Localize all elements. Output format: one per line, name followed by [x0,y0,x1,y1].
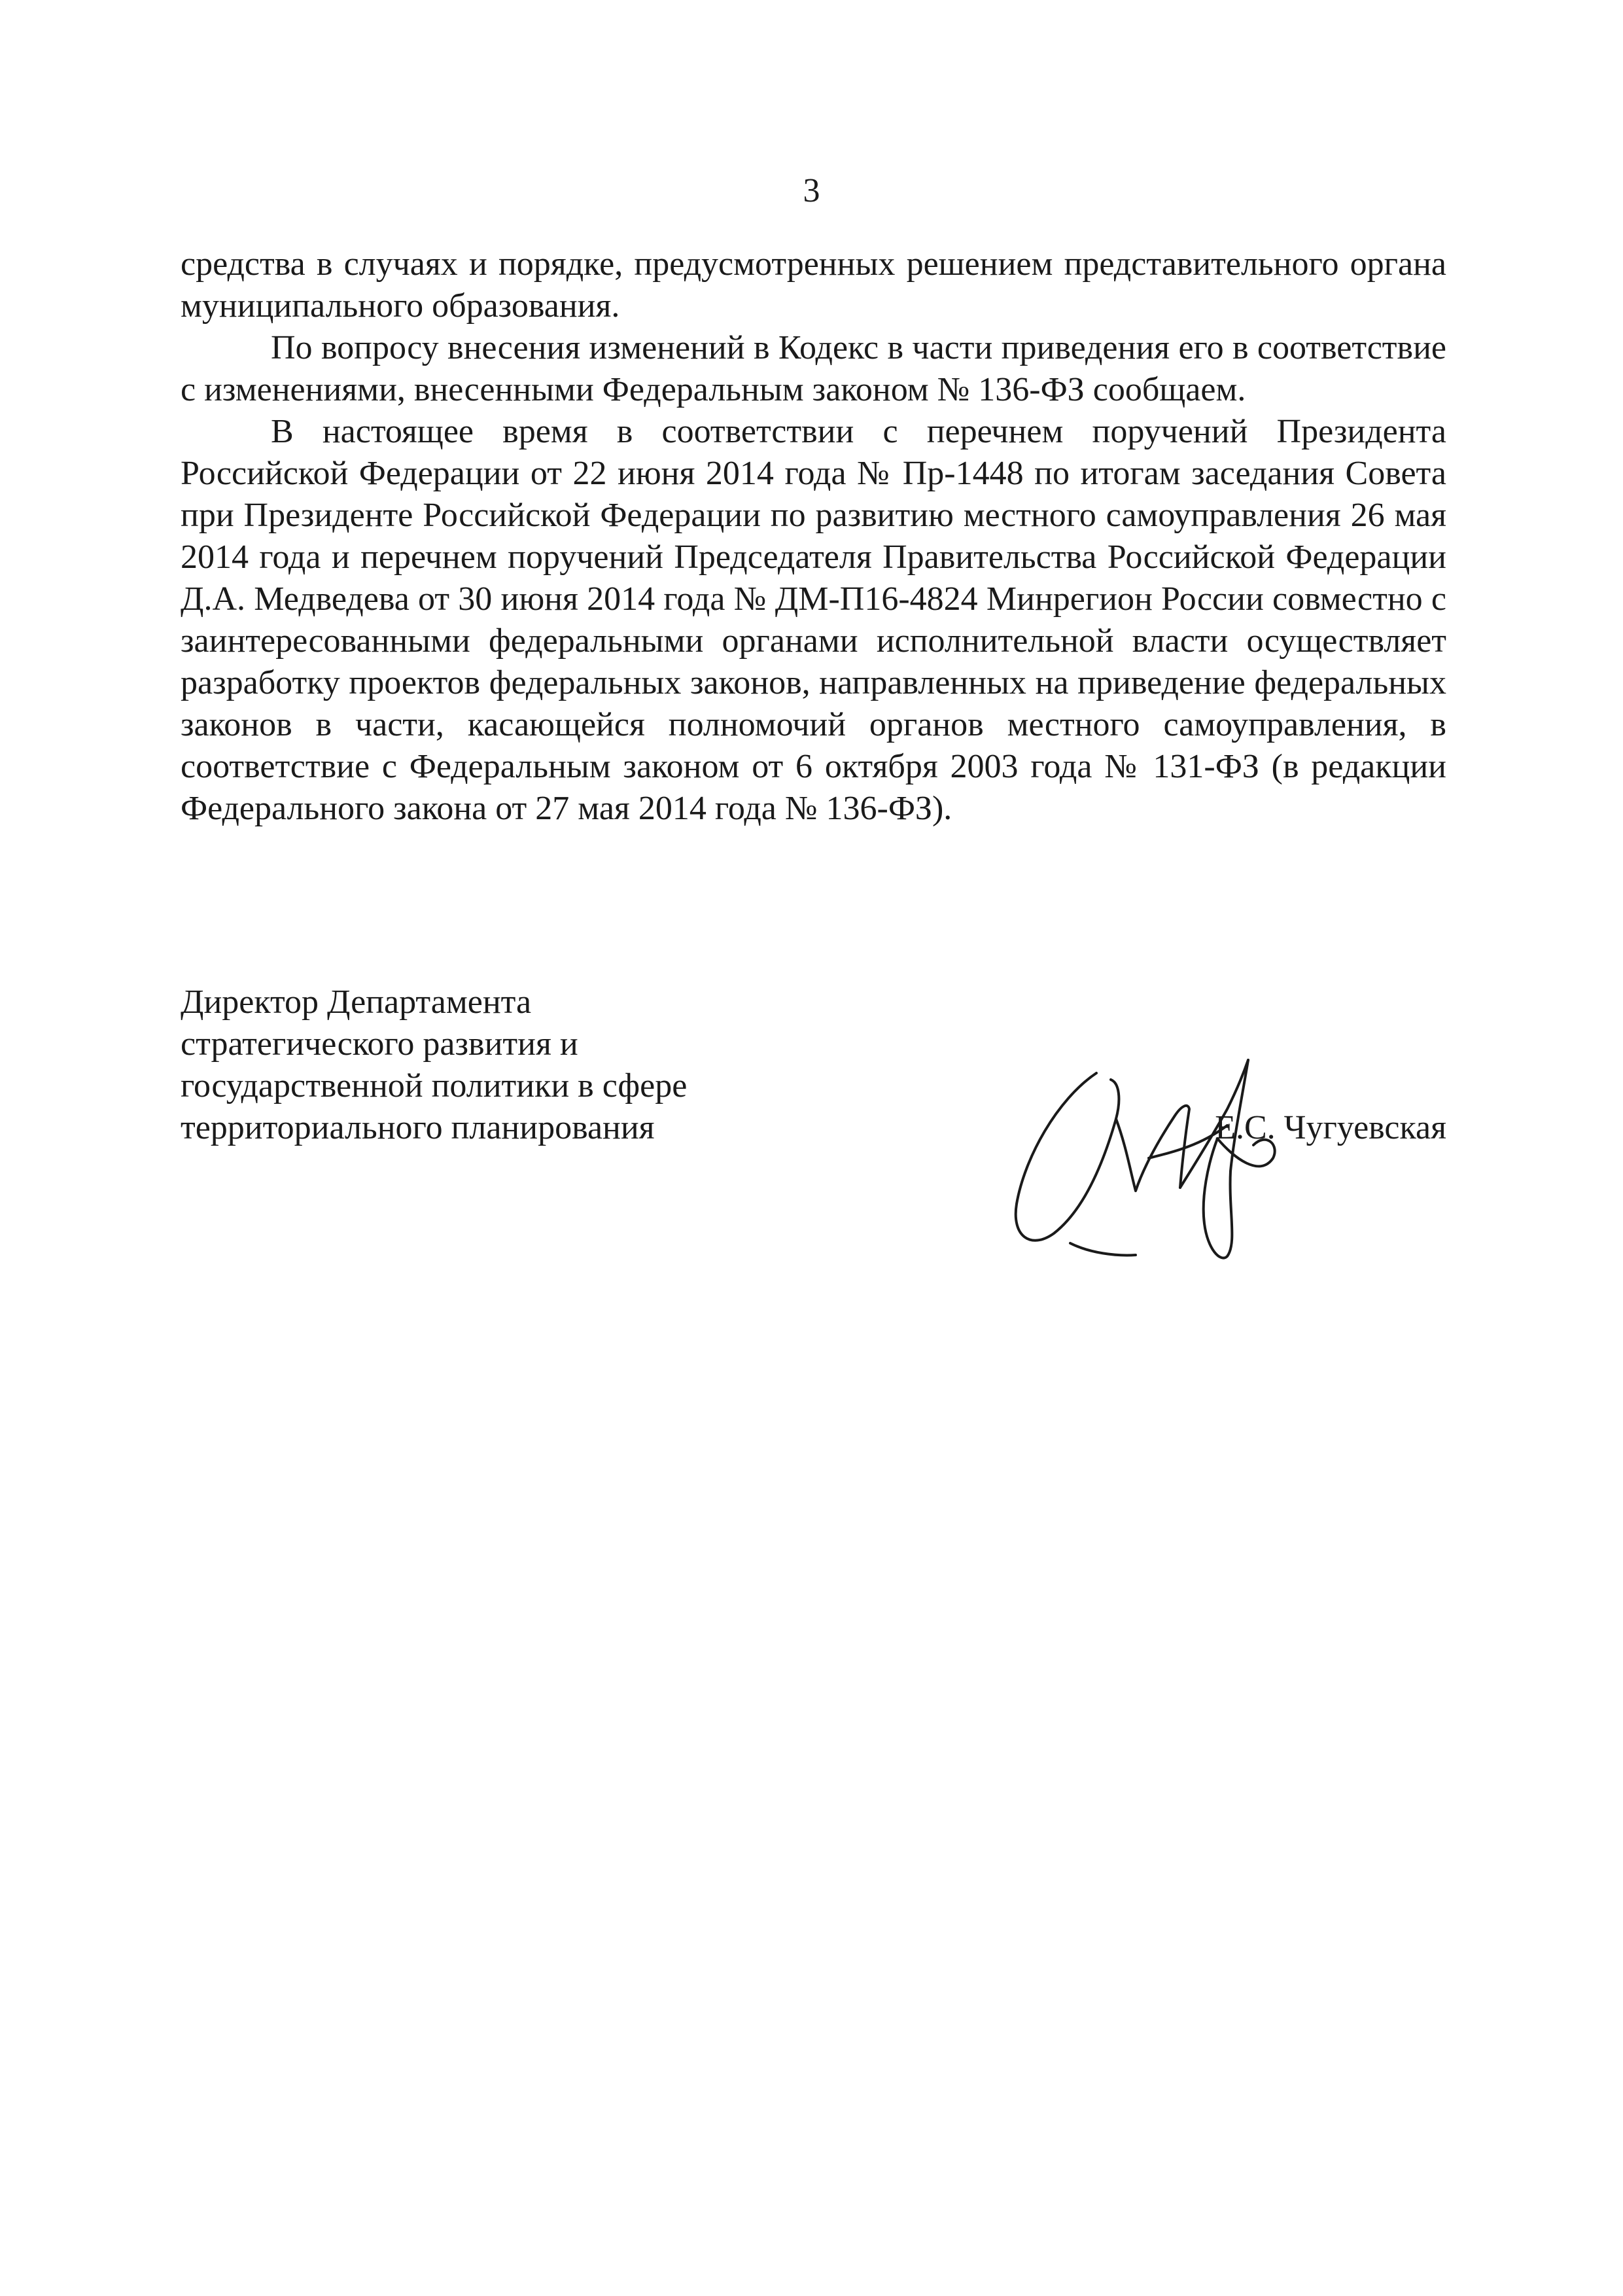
paragraph-code-amendments: По вопросу внесения изменений в Кодекс в части приведения его в соответствие с изменениями, внесенными Федеральным законом № 136-ФЗ сообщаем. [181,329,1446,408]
handwritten-signature-icon [985,1047,1378,1263]
signer-position-line: государственной политики в сфере [181,1067,688,1104]
letter-body [181,243,1446,830]
signature-block [181,981,1446,1282]
paragraph-current-work: В настоящее время в соответствии с перечнем поручений Президента Российской Федерации от 22 июня 2014 года № Пр-1448 по итогам заседания Совета при Президенте Российской Федерации по развитию местного самоуправления 26 мая 2014 года и перечнем поручений Председателя Правительства Российской Федерации Д.А. Медведева от 30 июня 2014 года № ДМ-П16-4824 Минрегион России совместно с заинтересованными федеральными органами исполнительной власти осуществляет разработку проектов федеральных законов, направленных на приведение федеральных законов в части, касающейся полномочий органов местного самоуправления, в соответствие с Федеральным законом от 6 октября 2003 года № 131-ФЗ (в редакции Федерального закона от 27 мая 2014 года № 136-ФЗ). [181,413,1446,827]
signer-name: Е.С. Чугуевская [1215,1109,1446,1146]
page-number: 3 [803,172,820,209]
paragraph-continuation: средства в случаях и порядке, предусмотренных решением представительного органа муниципального образования. [181,245,1446,325]
signer-position [181,981,835,1149]
signer-position-line: территориального планирования [181,1109,655,1146]
signer-position-line: стратегического развития и [181,1025,578,1063]
signer-position-line: Директор Департамента [181,983,532,1021]
